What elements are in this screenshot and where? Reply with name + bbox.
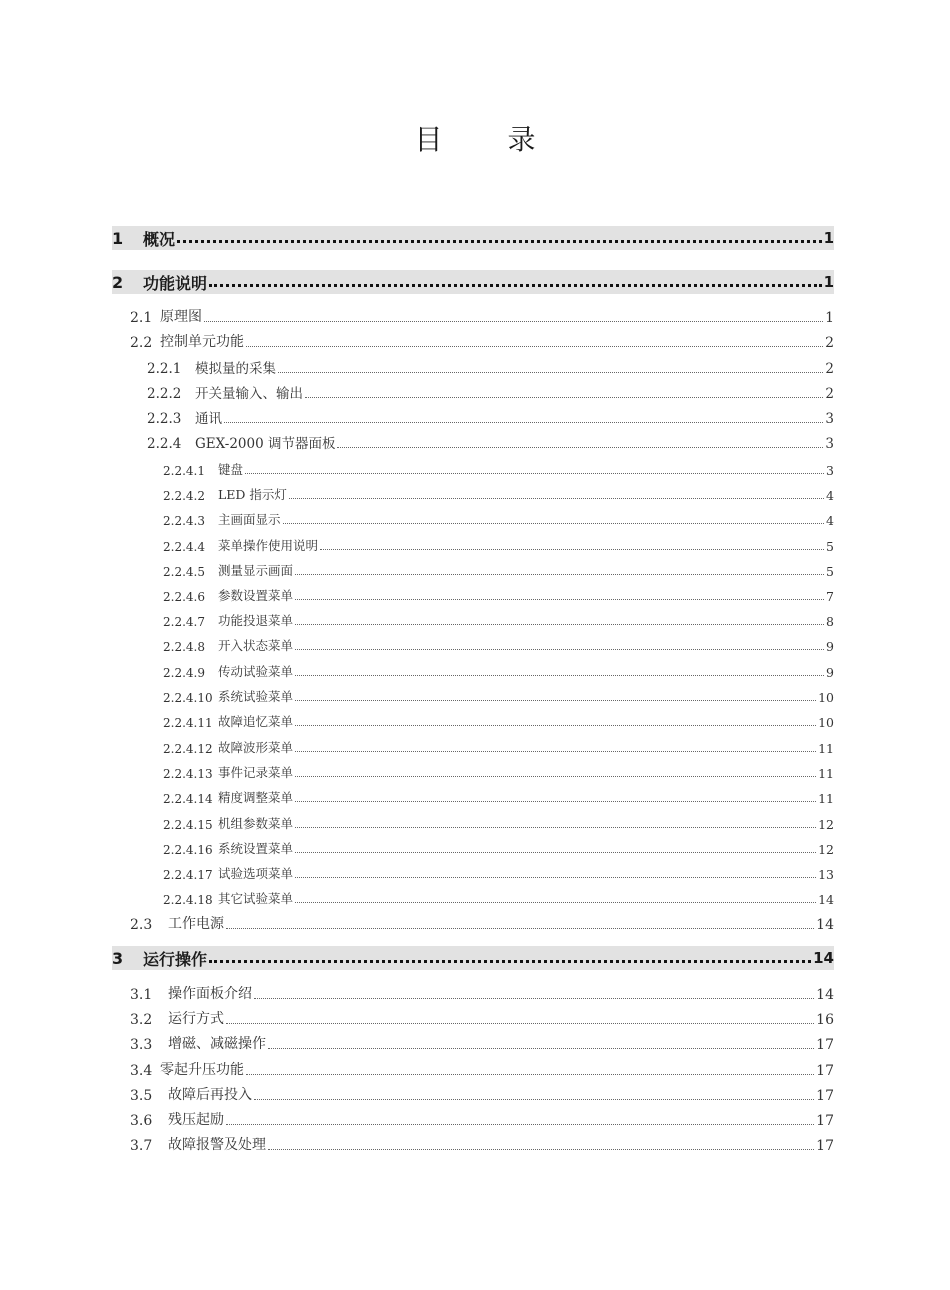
toc-entry-label: 主画面显示	[218, 512, 281, 527]
dot-leader	[295, 624, 824, 625]
dot-leader	[177, 240, 822, 243]
toc-entry-number: 3.4	[130, 1063, 153, 1079]
toc-entry-number: 2.2.4.13	[163, 767, 213, 781]
toc-entry[interactable]	[112, 835, 834, 857]
toc-entry[interactable]	[112, 380, 834, 402]
toc-entry-number: 2.2.4.12	[163, 742, 213, 756]
toc-entry-page: 4	[826, 488, 834, 503]
toc-entry-label: 概况	[143, 229, 176, 249]
toc-entry-page: 14	[816, 987, 834, 1003]
toc-entry-label: 系统试验菜单	[218, 689, 294, 704]
dot-leader	[209, 284, 822, 287]
toc-entry-page: 11	[818, 741, 834, 756]
toc-entry-page: 3	[825, 436, 834, 452]
toc-entry-number: 2.2.1	[147, 361, 182, 377]
toc-entry-page: 9	[826, 665, 834, 680]
page-title: 目 录	[414, 123, 564, 156]
toc-entry[interactable]	[112, 784, 834, 806]
toc-entry[interactable]	[112, 885, 834, 907]
toc-entry-page: 17	[816, 1113, 834, 1129]
dot-leader	[224, 422, 823, 423]
toc-entry[interactable]	[112, 226, 834, 250]
toc-entry-page: 1	[823, 273, 834, 291]
toc-entry-label: 机组参数菜单	[218, 816, 294, 831]
toc-entry-label: 运行方式	[168, 1011, 224, 1027]
toc-entry[interactable]	[112, 810, 834, 832]
dot-leader	[226, 1124, 814, 1125]
toc-entry-label: 通讯	[195, 411, 222, 427]
toc-entry[interactable]	[112, 456, 834, 478]
toc-entry-label: 控制单元功能	[160, 334, 244, 350]
toc-entry-label: 零起升压功能	[160, 1062, 244, 1078]
toc-entry-label: 功能投退菜单	[218, 613, 294, 628]
toc-entry-number: 2.2.4.7	[163, 615, 205, 629]
toc-entry-label: 菜单操作使用说明	[218, 538, 319, 553]
toc-entry-page: 17	[816, 1037, 834, 1053]
toc-entry-page: 8	[826, 614, 834, 629]
toc-entry[interactable]	[112, 981, 834, 1003]
toc-entry-page: 2	[825, 386, 834, 402]
toc-entry-number: 2.2.4.18	[163, 893, 213, 907]
toc-entry[interactable]	[112, 734, 834, 756]
toc-entry-page: 12	[818, 817, 834, 832]
toc-entry[interactable]	[112, 860, 834, 882]
toc-entry-label: 故障报警及处理	[168, 1137, 266, 1153]
toc-entry-label: 增磁、减磁操作	[168, 1036, 266, 1052]
toc-entry-page: 3	[825, 411, 834, 427]
toc-entry-number: 2.3	[130, 917, 153, 933]
dot-leader	[254, 998, 814, 999]
dot-leader	[320, 549, 824, 550]
toc-entry-number: 3.3	[130, 1037, 153, 1053]
dot-leader	[226, 928, 814, 929]
toc-entry[interactable]	[112, 658, 834, 680]
toc-entry-number: 3.6	[130, 1113, 153, 1129]
dot-leader	[295, 675, 824, 676]
dot-leader	[246, 1074, 814, 1075]
dot-leader	[295, 827, 816, 828]
toc-entry-number: 2.2.4.17	[163, 868, 213, 882]
toc-entry-number: 2.2.4.6	[163, 590, 205, 604]
dot-leader	[295, 801, 816, 802]
toc-entry-label: 运行操作	[143, 949, 208, 969]
toc-entry-label: 故障追忆菜单	[218, 714, 294, 729]
toc-entry-page: 1	[823, 229, 834, 247]
toc-entry-number: 2.2.4.8	[163, 640, 205, 654]
toc-entry-number: 2.2.2	[147, 386, 182, 402]
toc-entry-page: 17	[816, 1088, 834, 1104]
toc-entry-number: 2.1	[130, 310, 153, 326]
toc-entry[interactable]	[112, 632, 834, 654]
toc-entry-label: 键盘	[218, 462, 244, 477]
toc-entry-label: 试验选项菜单	[218, 866, 294, 881]
toc-entry[interactable]	[112, 582, 834, 604]
toc-entry-number: 2.2.4.11	[163, 716, 213, 730]
dot-leader	[295, 751, 816, 752]
toc-entry-number: 1	[112, 228, 124, 248]
toc-entry-label: 系统设置菜单	[218, 841, 294, 856]
toc-entry-label: 事件记录菜单	[218, 765, 294, 780]
dot-leader	[268, 1048, 814, 1049]
toc-entry-page: 4	[826, 513, 834, 528]
toc-entry-label: 原理图	[160, 309, 202, 325]
toc-entry[interactable]	[112, 506, 834, 528]
dot-leader	[254, 1099, 814, 1100]
toc-entry-page: 2	[825, 335, 834, 351]
dot-leader	[295, 599, 824, 600]
toc-entry-label: 模拟量的采集	[195, 361, 276, 377]
toc-entry-page: 5	[826, 539, 834, 554]
dot-leader	[295, 776, 816, 777]
toc-entry[interactable]	[112, 1057, 834, 1079]
toc-entry-label: LED 指示灯	[218, 487, 287, 502]
toc-entry-label: 测量显示画面	[218, 563, 294, 578]
toc-entry[interactable]	[112, 532, 834, 554]
toc-entry-label: 传动试验菜单	[218, 664, 294, 679]
dot-leader	[295, 725, 816, 726]
dot-leader	[295, 649, 824, 650]
toc-entry-label: 开入状态菜单	[218, 638, 294, 653]
dot-leader	[245, 473, 824, 474]
toc-entry-number: 2.2.4.14	[163, 792, 213, 806]
dot-leader	[268, 1149, 814, 1150]
toc-entry[interactable]	[112, 355, 834, 377]
toc-entry[interactable]	[112, 759, 834, 781]
toc-entry-label: 操作面板介绍	[168, 986, 252, 1002]
toc-entry-number: 2.2.4.3	[163, 514, 205, 528]
toc-entry-page: 17	[816, 1138, 834, 1154]
toc-entry[interactable]	[112, 607, 834, 629]
dot-leader	[337, 447, 823, 448]
toc-entry-number: 2.2.3	[147, 411, 182, 427]
toc-entry-page: 10	[818, 690, 834, 705]
toc-entry[interactable]	[112, 1031, 834, 1053]
toc-entry-label: 残压起励	[168, 1112, 224, 1128]
dot-leader	[204, 321, 823, 322]
toc-entry-label: 其它试验菜单	[218, 891, 294, 906]
toc-entry-number: 3	[112, 948, 124, 968]
toc-entry-number: 2.2.4.10	[163, 691, 213, 705]
dot-leader	[278, 372, 823, 373]
toc-entry[interactable]	[112, 405, 834, 427]
toc-entry-label: 故障波形菜单	[218, 740, 294, 755]
toc-entry-number: 2.2.4.2	[163, 489, 205, 503]
toc-entry[interactable]	[112, 270, 834, 294]
toc-entry-page: 10	[818, 715, 834, 730]
toc-entry-number: 2.2.4.16	[163, 843, 213, 857]
toc-entry-number: 2.2.4.15	[163, 818, 213, 832]
toc-entry[interactable]	[112, 1107, 834, 1129]
toc-entry-number: 2.2.4	[147, 436, 182, 452]
toc-entry-page: 5	[826, 564, 834, 579]
toc-entry[interactable]	[112, 557, 834, 579]
toc-entry[interactable]	[112, 1132, 834, 1154]
toc-entry-number: 3.5	[130, 1088, 153, 1104]
toc-entry-number: 2.2	[130, 335, 153, 351]
toc-entry-label: 功能说明	[143, 273, 208, 293]
toc-entry-number: 2.2.4.1	[163, 464, 205, 478]
toc-entry-number: 2.2.4.4	[163, 540, 205, 554]
toc-entry[interactable]	[112, 708, 834, 730]
dot-leader	[295, 852, 816, 853]
toc-entry[interactable]	[112, 1082, 834, 1104]
toc-entry-page: 9	[826, 639, 834, 654]
toc-entry-number: 2.2.4.5	[163, 565, 205, 579]
toc-entry-page: 17	[816, 1063, 834, 1079]
toc-entry-page: 11	[818, 791, 834, 806]
toc-entry-number: 3.1	[130, 987, 153, 1003]
dot-leader	[295, 902, 816, 903]
toc-entry-label: 精度调整菜单	[218, 790, 294, 805]
toc-entry-page: 2	[825, 361, 834, 377]
toc-entry-number: 3.2	[130, 1012, 153, 1028]
dot-leader	[295, 877, 816, 878]
toc-entry-page: 3	[826, 463, 834, 478]
toc-entry-page: 14	[813, 949, 834, 967]
toc-entry-page: 1	[825, 310, 834, 326]
toc-entry[interactable]	[112, 481, 834, 503]
toc-entry-label: 参数设置菜单	[218, 588, 294, 603]
toc-entry-label: 故障后再投入	[168, 1087, 252, 1103]
toc-entry-page: 12	[818, 842, 834, 857]
dot-leader	[289, 498, 824, 499]
toc-entry-page: 11	[818, 766, 834, 781]
toc-entry-page: 14	[818, 892, 834, 907]
toc-entry-page: 7	[826, 589, 834, 604]
toc-entry-label: 开关量输入、输出	[195, 386, 303, 402]
toc-entry[interactable]	[112, 329, 834, 351]
toc-entry-page: 16	[816, 1012, 834, 1028]
dot-leader	[246, 346, 823, 347]
dot-leader	[209, 960, 811, 963]
toc-entry[interactable]	[112, 683, 834, 705]
dot-leader	[295, 574, 824, 575]
toc-entry-label: 工作电源	[168, 916, 224, 932]
toc-entry[interactable]	[112, 1006, 834, 1028]
toc-entry[interactable]	[112, 946, 834, 970]
toc-entry[interactable]	[112, 911, 834, 933]
toc-entry[interactable]	[112, 304, 834, 326]
toc-entry-number: 2.2.4.9	[163, 666, 205, 680]
dot-leader	[226, 1023, 814, 1024]
toc-entry-page: 14	[816, 917, 834, 933]
toc-entry-number: 2	[112, 272, 124, 292]
dot-leader	[305, 397, 823, 398]
toc-entry-number: 3.7	[130, 1138, 153, 1154]
toc-entry-page: 13	[818, 867, 834, 882]
dot-leader	[283, 523, 825, 524]
toc-entry-label: GEX-2000 调节器面板	[195, 436, 336, 452]
toc-entry[interactable]	[112, 430, 834, 452]
dot-leader	[295, 700, 816, 701]
